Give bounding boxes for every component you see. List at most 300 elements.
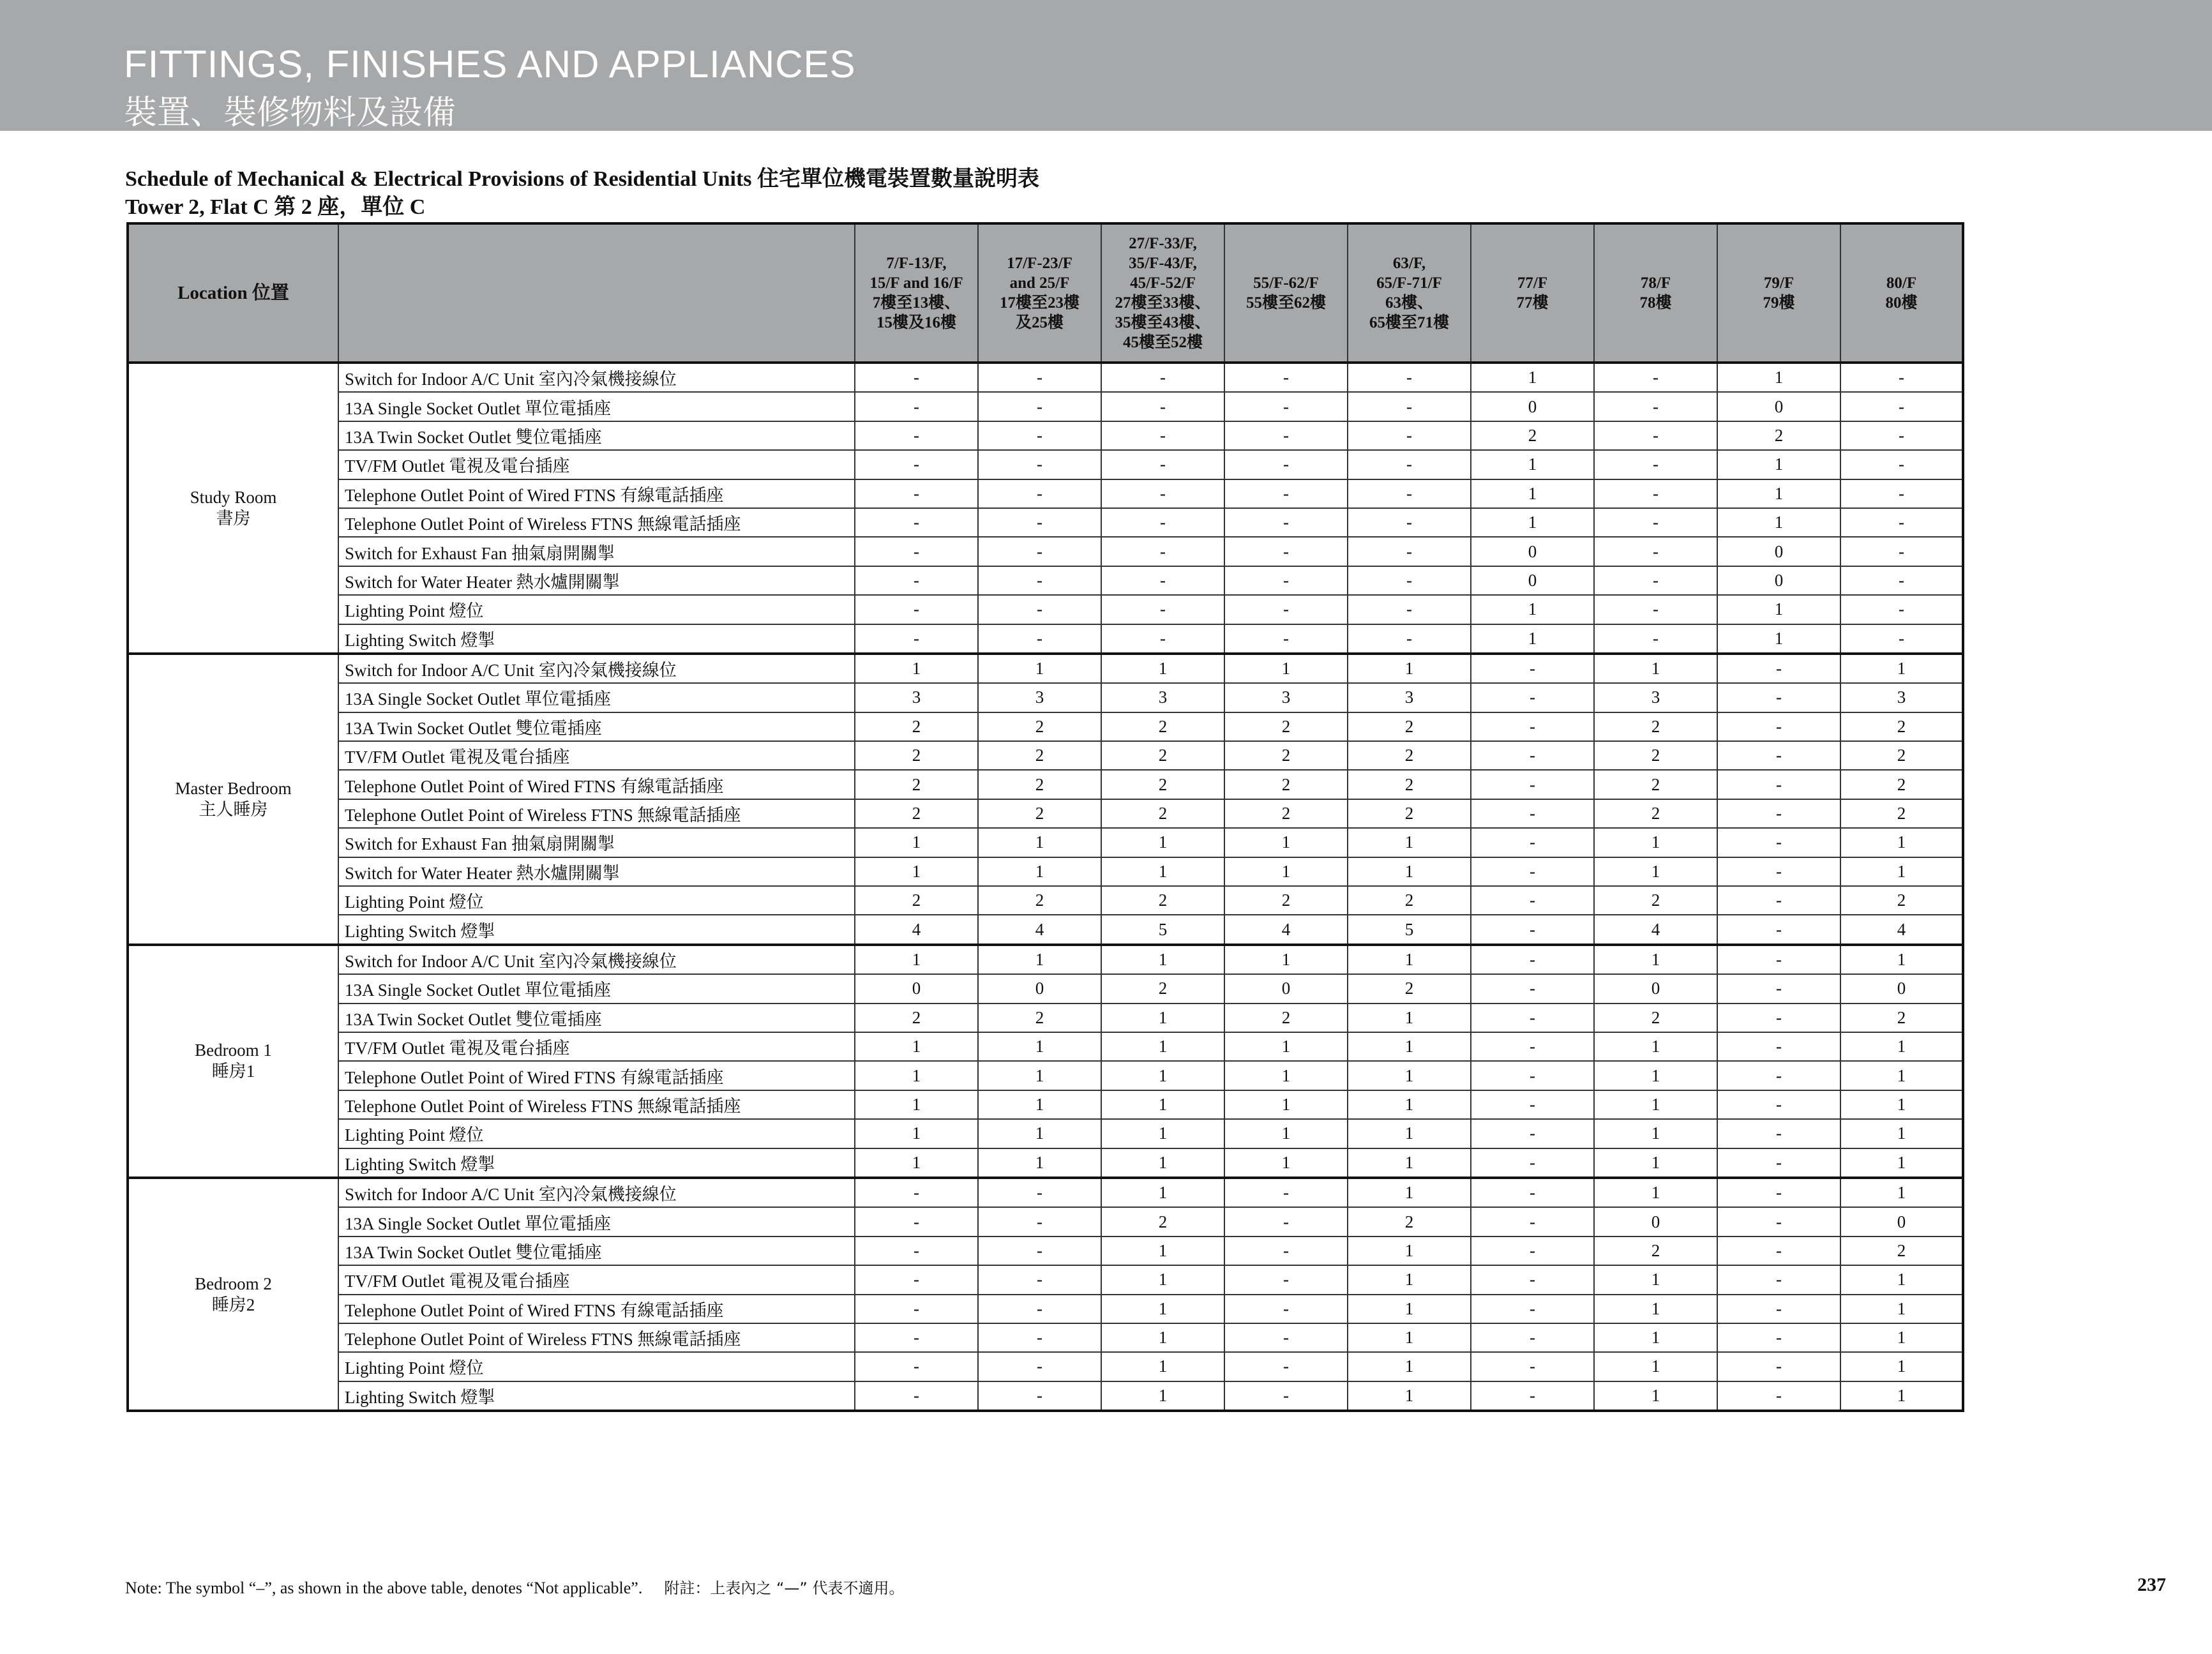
- quantity-cell: 1: [1224, 1148, 1348, 1178]
- quantity-cell: -: [1594, 566, 1717, 595]
- quantity-cell: 1: [1224, 945, 1348, 974]
- page-banner: [0, 0, 2212, 131]
- quantity-cell: -: [1594, 624, 1717, 654]
- quantity-cell: -: [1348, 363, 1471, 392]
- floor-column-header: [1594, 223, 1717, 363]
- quantity-cell: -: [1348, 595, 1471, 624]
- provision-item-cell: Telephone Outlet Point of Wired FTNS 有線電話插座: [338, 770, 855, 799]
- quantity-cell: 5: [1348, 915, 1471, 944]
- quantity-cell: -: [855, 1178, 978, 1207]
- quantity-cell: 1: [855, 654, 978, 683]
- provision-item-cell: Telephone Outlet Point of Wireless FTNS 無線電話插座: [338, 1090, 855, 1119]
- quantity-cell: 2: [1224, 1004, 1348, 1032]
- quantity-cell: -: [855, 1323, 978, 1352]
- room-location-cell: [128, 945, 338, 1178]
- floor-header-line: 79樓: [1763, 294, 1795, 312]
- table-row: [128, 1381, 1963, 1411]
- quantity-cell: 2: [1101, 886, 1224, 915]
- room-name-zh: 書房: [216, 508, 251, 528]
- quantity-cell: 1: [1224, 857, 1348, 886]
- table-row: [128, 945, 1963, 974]
- quantity-cell: 1: [1471, 450, 1594, 479]
- provision-item-cell: TV/FM Outlet 電視及電台插座: [338, 450, 855, 479]
- quantity-cell: -: [1471, 1004, 1594, 1032]
- quantity-cell: 2: [1840, 741, 1963, 770]
- table-row: [128, 624, 1963, 654]
- table-row: [128, 828, 1963, 857]
- quantity-cell: -: [855, 1352, 978, 1381]
- table-row: [128, 1061, 1963, 1090]
- footnote-en: Note: The symbol “–”, as shown in the above table, denotes “Not applicable”.: [125, 1579, 643, 1597]
- quantity-cell: 1: [1348, 1148, 1471, 1178]
- floor-header-line: 15/F and 16/F: [869, 274, 963, 292]
- quantity-cell: 2: [855, 770, 978, 799]
- quantity-cell: -: [855, 479, 978, 508]
- table-row: [128, 770, 1963, 799]
- quantity-cell: -: [1717, 741, 1840, 770]
- quantity-cell: -: [1101, 421, 1224, 450]
- quantity-cell: 2: [1348, 1207, 1471, 1236]
- quantity-cell: 2: [978, 886, 1101, 915]
- quantity-cell: 2: [1594, 1237, 1717, 1265]
- quantity-cell: -: [855, 1381, 978, 1411]
- provision-item-cell: Switch for Indoor A/C Unit 室內冷氣機接線位: [338, 654, 855, 683]
- quantity-cell: 2: [1840, 1237, 1963, 1265]
- quantity-cell: 2: [1840, 712, 1963, 741]
- provision-item-cell: Lighting Switch 燈掣: [338, 1148, 855, 1178]
- quantity-cell: 0: [1471, 566, 1594, 595]
- quantity-cell: 1: [1717, 450, 1840, 479]
- floor-column-header: [1224, 223, 1348, 363]
- provision-item-cell: Telephone Outlet Point of Wireless FTNS 無線電話插座: [338, 1323, 855, 1352]
- quantity-cell: -: [1717, 1061, 1840, 1090]
- quantity-cell: -: [1471, 799, 1594, 828]
- quantity-cell: 0: [855, 974, 978, 1003]
- quantity-cell: 1: [1840, 1090, 1963, 1119]
- quantity-cell: 1: [855, 828, 978, 857]
- quantity-cell: 2: [1594, 712, 1717, 741]
- quantity-cell: -: [1471, 945, 1594, 974]
- quantity-cell: -: [978, 1207, 1101, 1236]
- quantity-cell: -: [978, 595, 1101, 624]
- quantity-cell: 1: [1348, 1323, 1471, 1352]
- table-row: [128, 654, 1963, 683]
- quantity-cell: 0: [978, 974, 1101, 1003]
- quantity-cell: 2: [1594, 770, 1717, 799]
- footnote-zh: 附註：上表內之 “—” 代表不適用。: [664, 1579, 905, 1597]
- quantity-cell: 1: [1101, 654, 1224, 683]
- quantity-cell: -: [1471, 654, 1594, 683]
- quantity-cell: 3: [1348, 683, 1471, 712]
- quantity-cell: -: [1840, 450, 1963, 479]
- provision-item-cell: Telephone Outlet Point of Wired FTNS 有線電話插座: [338, 479, 855, 508]
- quantity-cell: -: [1471, 1265, 1594, 1294]
- room-name-zh: 主人睡房: [199, 799, 268, 819]
- quantity-cell: -: [1224, 421, 1348, 450]
- quantity-cell: 3: [1101, 683, 1224, 712]
- floor-column-header: [1348, 223, 1471, 363]
- quantity-cell: -: [855, 363, 978, 392]
- quantity-cell: 1: [1840, 857, 1963, 886]
- floor-header-line: 77樓: [1516, 294, 1549, 312]
- quantity-cell: -: [1717, 974, 1840, 1003]
- quantity-cell: 2: [1224, 799, 1348, 828]
- quantity-cell: -: [1717, 886, 1840, 915]
- table-row: [128, 595, 1963, 624]
- quantity-cell: -: [1471, 886, 1594, 915]
- quantity-cell: -: [855, 566, 978, 595]
- room-name-zh: 睡房2: [211, 1295, 255, 1314]
- floor-header-line: and 25/F: [1009, 274, 1070, 292]
- quantity-cell: -: [1840, 479, 1963, 508]
- quantity-cell: 1: [1594, 654, 1717, 683]
- quantity-cell: -: [1101, 624, 1224, 654]
- schedule-subtitle: Tower 2, Flat C 第 2 座，單位 C: [125, 195, 426, 219]
- quantity-cell: -: [1594, 479, 1717, 508]
- quantity-cell: 4: [1840, 915, 1963, 944]
- quantity-cell: -: [1840, 624, 1963, 654]
- quantity-cell: -: [855, 392, 978, 421]
- quantity-cell: -: [1717, 1237, 1840, 1265]
- quantity-cell: 1: [1348, 1381, 1471, 1411]
- quantity-cell: -: [855, 1295, 978, 1323]
- banner-title-en: FITTINGS, FINISHES AND APPLIANCES: [124, 43, 856, 86]
- provision-item-cell: Lighting Point 燈位: [338, 595, 855, 624]
- floor-column-header: [1717, 223, 1840, 363]
- provision-item-cell: Lighting Point 燈位: [338, 886, 855, 915]
- room-location-cell: [128, 363, 338, 654]
- provision-item-cell: Lighting Switch 燈掣: [338, 915, 855, 944]
- quantity-cell: 1: [1224, 1061, 1348, 1090]
- table-row: [128, 857, 1963, 886]
- quantity-cell: -: [978, 1352, 1101, 1381]
- quantity-cell: -: [1717, 1265, 1840, 1294]
- quantity-cell: 1: [1840, 1323, 1963, 1352]
- quantity-cell: 1: [1101, 857, 1224, 886]
- quantity-cell: 1: [1840, 828, 1963, 857]
- table-row: [128, 712, 1963, 741]
- quantity-cell: 1: [1224, 1090, 1348, 1119]
- floor-header-line: 7樓至13樓、: [872, 294, 961, 312]
- quantity-cell: -: [1471, 1295, 1594, 1323]
- floor-column-header: [1471, 223, 1594, 363]
- quantity-cell: -: [1717, 1148, 1840, 1178]
- quantity-cell: 1: [1840, 945, 1963, 974]
- quantity-cell: 3: [1594, 683, 1717, 712]
- quantity-cell: -: [1471, 974, 1594, 1003]
- quantity-cell: 1: [1348, 1004, 1471, 1032]
- quantity-cell: 1: [1594, 1295, 1717, 1323]
- quantity-cell: 1: [1594, 945, 1717, 974]
- table-row: [128, 741, 1963, 770]
- quantity-cell: -: [1348, 421, 1471, 450]
- table-row: [128, 886, 1963, 915]
- quantity-cell: -: [1224, 1265, 1348, 1294]
- provision-item-cell: 13A Single Socket Outlet 單位電插座: [338, 683, 855, 712]
- quantity-cell: 1: [1101, 1119, 1224, 1148]
- quantity-cell: 1: [855, 1119, 978, 1148]
- provision-item-cell: Switch for Water Heater 熱水爐開關掣: [338, 857, 855, 886]
- quantity-cell: -: [1471, 1237, 1594, 1265]
- quantity-cell: -: [1594, 450, 1717, 479]
- quantity-cell: 2: [1224, 741, 1348, 770]
- quantity-cell: 1: [1101, 1148, 1224, 1178]
- quantity-cell: -: [1594, 537, 1717, 566]
- quantity-cell: 1: [1594, 1265, 1717, 1294]
- quantity-cell: 1: [855, 857, 978, 886]
- quantity-cell: 2: [1717, 421, 1840, 450]
- quantity-cell: 2: [1840, 799, 1963, 828]
- floor-header-line: 78/F: [1640, 274, 1671, 292]
- quantity-cell: 4: [1224, 915, 1348, 944]
- quantity-cell: -: [978, 537, 1101, 566]
- quantity-cell: 0: [1471, 392, 1594, 421]
- table-row: [128, 974, 1963, 1003]
- quantity-cell: 1: [978, 1148, 1101, 1178]
- quantity-cell: 2: [1594, 1004, 1717, 1032]
- quantity-cell: -: [1717, 1207, 1840, 1236]
- quantity-cell: 1: [978, 1090, 1101, 1119]
- quantity-cell: 0: [1717, 392, 1840, 421]
- floor-column-header: [855, 223, 978, 363]
- quantity-cell: -: [1840, 392, 1963, 421]
- quantity-cell: 1: [1101, 1265, 1224, 1294]
- quantity-cell: 2: [1101, 974, 1224, 1003]
- quantity-cell: -: [1717, 1090, 1840, 1119]
- table-row: [128, 1265, 1963, 1294]
- quantity-cell: -: [1717, 1352, 1840, 1381]
- provision-item-cell: Switch for Exhaust Fan 抽氣扇開關掣: [338, 828, 855, 857]
- quantity-cell: -: [978, 624, 1101, 654]
- provision-item-cell: Switch for Indoor A/C Unit 室內冷氣機接線位: [338, 945, 855, 974]
- quantity-cell: -: [1717, 1295, 1840, 1323]
- table-row: [128, 1178, 1963, 1207]
- quantity-cell: -: [1717, 857, 1840, 886]
- room-name-zh: 睡房1: [211, 1062, 255, 1081]
- quantity-cell: -: [1224, 1295, 1348, 1323]
- floor-header-line: 55/F-62/F: [1253, 274, 1319, 292]
- quantity-cell: 0: [1471, 537, 1594, 566]
- quantity-cell: 1: [1101, 1032, 1224, 1061]
- quantity-cell: 1: [1717, 508, 1840, 537]
- quantity-cell: 1: [1224, 828, 1348, 857]
- table-row: [128, 392, 1963, 421]
- table-row: [128, 1032, 1963, 1061]
- quantity-cell: -: [855, 1237, 978, 1265]
- quantity-cell: 2: [1348, 712, 1471, 741]
- provision-item-cell: Switch for Exhaust Fan 抽氣扇開關掣: [338, 537, 855, 566]
- quantity-cell: 1: [1101, 1295, 1224, 1323]
- floor-header-line: 17樓至23樓: [999, 294, 1080, 312]
- provision-item-cell: Telephone Outlet Point of Wired FTNS 有線電話插座: [338, 1295, 855, 1323]
- provision-item-cell: TV/FM Outlet 電視及電台插座: [338, 1032, 855, 1061]
- quantity-cell: -: [1594, 508, 1717, 537]
- quantity-cell: -: [1101, 537, 1224, 566]
- quantity-cell: 2: [1840, 886, 1963, 915]
- quantity-cell: 3: [855, 683, 978, 712]
- quantity-cell: 3: [978, 683, 1101, 712]
- quantity-cell: -: [1717, 1004, 1840, 1032]
- floor-header-line: 35樓至43樓、: [1115, 314, 1211, 331]
- quantity-cell: 2: [1594, 799, 1717, 828]
- quantity-cell: 1: [1717, 479, 1840, 508]
- quantity-cell: 1: [1101, 1323, 1224, 1352]
- quantity-cell: 1: [1224, 1032, 1348, 1061]
- quantity-cell: -: [1471, 1061, 1594, 1090]
- room-name-en: Bedroom 1: [195, 1041, 272, 1060]
- provision-item-cell: Lighting Point 燈位: [338, 1352, 855, 1381]
- quantity-cell: -: [1717, 712, 1840, 741]
- quantity-cell: 2: [978, 770, 1101, 799]
- quantity-cell: 1: [978, 945, 1101, 974]
- table-row: [128, 1148, 1963, 1178]
- quantity-cell: 1: [1840, 1178, 1963, 1207]
- quantity-cell: 1: [855, 1061, 978, 1090]
- quantity-cell: -: [978, 1237, 1101, 1265]
- quantity-cell: 1: [1471, 363, 1594, 392]
- floor-header-line: 35/F-43/F,: [1129, 255, 1197, 272]
- quantity-cell: 1: [1840, 1148, 1963, 1178]
- quantity-cell: -: [978, 392, 1101, 421]
- quantity-cell: 1: [855, 1032, 978, 1061]
- quantity-cell: 1: [1717, 624, 1840, 654]
- floor-header-line: 80/F: [1886, 274, 1917, 292]
- quantity-cell: -: [1717, 1119, 1840, 1148]
- quantity-cell: -: [1594, 595, 1717, 624]
- room-location-cell: [128, 654, 338, 945]
- room-name-en: Master Bedroom: [175, 778, 292, 798]
- quantity-cell: -: [1471, 1352, 1594, 1381]
- floor-header-line: 65樓至71樓: [1369, 314, 1449, 331]
- quantity-cell: -: [1717, 1323, 1840, 1352]
- quantity-cell: -: [1840, 421, 1963, 450]
- quantity-cell: 4: [978, 915, 1101, 944]
- table-row: [128, 799, 1963, 828]
- provision-item-cell: Switch for Indoor A/C Unit 室內冷氣機接線位: [338, 1178, 855, 1207]
- quantity-cell: -: [1840, 537, 1963, 566]
- quantity-cell: 1: [1224, 654, 1348, 683]
- quantity-cell: 1: [1348, 1178, 1471, 1207]
- quantity-cell: 2: [978, 1004, 1101, 1032]
- provisions-table: [126, 222, 1964, 1412]
- quantity-cell: 3: [1840, 683, 1963, 712]
- table-row: [128, 1323, 1963, 1352]
- quantity-cell: -: [1840, 363, 1963, 392]
- quantity-cell: 0: [1717, 537, 1840, 566]
- quantity-cell: 0: [1840, 974, 1963, 1003]
- quantity-cell: -: [855, 508, 978, 537]
- table-row: [128, 683, 1963, 712]
- quantity-cell: 1: [978, 828, 1101, 857]
- floor-header-line: 63樓、: [1385, 294, 1433, 312]
- quantity-cell: 1: [1594, 1061, 1717, 1090]
- quantity-cell: 1: [1840, 1119, 1963, 1148]
- quantity-cell: 1: [1101, 1381, 1224, 1411]
- quantity-cell: -: [1224, 392, 1348, 421]
- quantity-cell: 1: [1101, 1061, 1224, 1090]
- quantity-cell: -: [1717, 828, 1840, 857]
- quantity-cell: 1: [1348, 1119, 1471, 1148]
- room-location-cell: [128, 1178, 338, 1411]
- quantity-cell: -: [978, 566, 1101, 595]
- quantity-cell: 2: [855, 712, 978, 741]
- provision-item-cell: 13A Twin Socket Outlet 雙位電插座: [338, 712, 855, 741]
- quantity-cell: -: [1224, 595, 1348, 624]
- quantity-cell: 1: [1594, 1352, 1717, 1381]
- quantity-cell: 4: [855, 915, 978, 944]
- quantity-cell: -: [1224, 1352, 1348, 1381]
- quantity-cell: -: [1840, 595, 1963, 624]
- floor-column-header: [1840, 223, 1963, 363]
- quantity-cell: 0: [1717, 566, 1840, 595]
- table-row: [128, 363, 1963, 392]
- quantity-cell: 2: [855, 1004, 978, 1032]
- quantity-cell: -: [1348, 450, 1471, 479]
- quantity-cell: -: [1471, 857, 1594, 886]
- quantity-cell: -: [1101, 363, 1224, 392]
- quantity-cell: -: [1224, 1323, 1348, 1352]
- quantity-cell: -: [1101, 566, 1224, 595]
- table-row: [128, 450, 1963, 479]
- quantity-cell: 2: [855, 799, 978, 828]
- floor-header-line: 63/F,: [1392, 255, 1426, 272]
- quantity-cell: 2: [855, 741, 978, 770]
- table-row: [128, 1237, 1963, 1265]
- quantity-cell: -: [1224, 1381, 1348, 1411]
- table-body: [128, 363, 1963, 1411]
- quantity-cell: -: [1717, 683, 1840, 712]
- quantity-cell: 2: [978, 741, 1101, 770]
- quantity-cell: 1: [1348, 1352, 1471, 1381]
- quantity-cell: 1: [1594, 857, 1717, 886]
- quantity-cell: -: [1471, 1178, 1594, 1207]
- quantity-cell: 0: [1840, 1207, 1963, 1236]
- provision-item-cell: 13A Twin Socket Outlet 雙位電插座: [338, 1004, 855, 1032]
- quantity-cell: 1: [1101, 1352, 1224, 1381]
- quantity-cell: 1: [978, 1032, 1101, 1061]
- quantity-cell: -: [1224, 508, 1348, 537]
- quantity-cell: 1: [1717, 363, 1840, 392]
- quantity-cell: -: [1471, 915, 1594, 944]
- quantity-cell: 1: [1348, 857, 1471, 886]
- quantity-cell: 1: [1471, 624, 1594, 654]
- quantity-cell: 2: [1101, 799, 1224, 828]
- quantity-cell: -: [978, 1265, 1101, 1294]
- quantity-cell: 5: [1101, 915, 1224, 944]
- quantity-cell: -: [1224, 479, 1348, 508]
- quantity-cell: -: [1717, 1178, 1840, 1207]
- provision-item-cell: Lighting Switch 燈掣: [338, 1381, 855, 1411]
- quantity-cell: -: [1717, 1032, 1840, 1061]
- quantity-cell: -: [855, 537, 978, 566]
- floor-header-line: 27樓至33樓、: [1115, 294, 1211, 312]
- table-row: [128, 1090, 1963, 1119]
- quantity-cell: 0: [1594, 1207, 1717, 1236]
- quantity-cell: 1: [1594, 1119, 1717, 1148]
- quantity-cell: 1: [978, 1119, 1101, 1148]
- quantity-cell: -: [1348, 537, 1471, 566]
- schedule-title: Schedule of Mechanical & Electrical Provisions of Residential Units 住宅單位機電裝置數量說明表: [125, 167, 1040, 191]
- quantity-cell: -: [1348, 508, 1471, 537]
- floor-header-line: 77/F: [1517, 274, 1548, 292]
- quantity-cell: 1: [1594, 1032, 1717, 1061]
- quantity-cell: 2: [1594, 741, 1717, 770]
- floor-header-line: 27/F-33/F,: [1129, 235, 1197, 252]
- table-row: [128, 1004, 1963, 1032]
- table-row: [128, 915, 1963, 944]
- quantity-cell: 1: [1348, 1237, 1471, 1265]
- quantity-cell: -: [1717, 915, 1840, 944]
